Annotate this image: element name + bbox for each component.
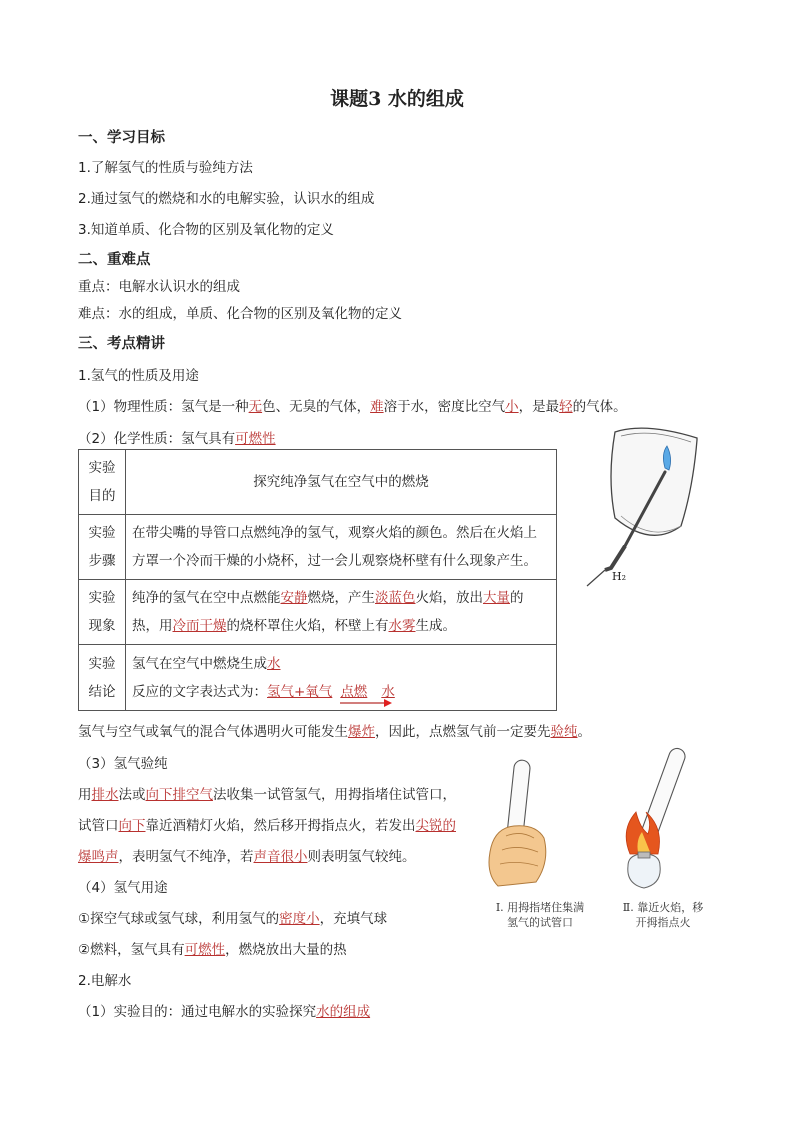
purity-test-figure: [480, 742, 710, 897]
explosion-warning: 氢气与空气或氧气的混合气体遇明火可能发生爆炸，因此，点燃氢气前一定要先验纯。: [78, 724, 591, 740]
use-item: ①探空气球或氢气球，利用氢气的密度小，充填气球: [78, 911, 388, 927]
figure-caption-2: Ⅱ. 靠近火焰，移 开拇指点火: [622, 901, 704, 929]
beaker-icon: [611, 428, 697, 535]
h2-label: H₂: [612, 570, 627, 583]
experiment-table: [78, 449, 557, 711]
objective-item: 3.知道单质、化合物的区别及氧化物的定义: [78, 222, 334, 238]
answer-blank: 可燃性: [184, 942, 226, 958]
answer-blank: 验纯: [550, 724, 578, 740]
answer-blank: 轻: [559, 399, 573, 415]
subheading-hydrogen: 1.氢气的性质及用途: [78, 368, 199, 384]
page-title: 课题3 水的组成: [330, 88, 464, 110]
answer-blank: 冷而干燥: [172, 618, 227, 634]
hydrogen-burning-figure: [585, 418, 705, 588]
condition-label: 点燃: [340, 683, 368, 700]
heading-key-points: 二、重难点: [78, 252, 151, 268]
key-point: 重点：电解水认识水的组成: [78, 279, 240, 295]
answer-blank: 可燃性: [235, 431, 276, 447]
table-label-conclusion: 实验结论: [79, 645, 126, 711]
subheading-purity-test: （3）氢气验纯: [78, 756, 168, 772]
answer-blank: 氢气+氧气: [267, 683, 333, 700]
hand-holding-tube-icon: [489, 759, 546, 886]
use-item: ②燃料，氢气具有可燃性，燃烧放出大量的热: [78, 942, 347, 958]
purity-test-line: 用排水法或向下排空气法收集一试管氢气，用拇指堵住试管口，: [78, 787, 456, 803]
alcohol-lamp-icon: [626, 746, 687, 888]
answer-blank: 水: [381, 683, 395, 700]
answer-blank: 小: [505, 399, 519, 415]
answer-blank: 尖锐的: [415, 818, 456, 834]
answer-blank: 爆鸣声: [78, 849, 119, 865]
reaction-arrow-icon: [340, 698, 392, 708]
answer-blank: 难: [370, 399, 384, 415]
answer-blank: 大量: [483, 590, 510, 606]
subheading-electrolysis: 2.电解水: [78, 973, 132, 989]
objective-item: 1.了解氢气的性质与验纯方法: [78, 160, 253, 176]
purity-test-line: 试管口向下靠近酒精灯火焰，然后移开拇指点火，若发出尖锐的: [78, 818, 456, 834]
electrolysis-purpose: （1）实验目的：通过电解水的实验探究水的组成: [78, 1004, 371, 1020]
physical-properties: （1）物理性质：氢气是一种无色、无臭的气体，难溶于水，密度比空气小，是最轻的气体。: [78, 399, 627, 415]
answer-blank: 向下排空气: [145, 787, 213, 803]
purity-test-line: 爆鸣声，表明氢气不纯净，若声音很小则表明氢气较纯。: [78, 849, 416, 865]
table-label-purpose: 实验目的: [79, 450, 126, 515]
table-label-steps: 实验步骤: [79, 515, 126, 580]
heading-exam-points: 三、考点精讲: [78, 336, 165, 352]
table-steps-text: 在带尖嘴的导管口点燃纯净的氢气，观察火焰的颜色。然后在火焰上方罩一个冷而干燥的小烧杯，过一会儿观察烧杯壁有什么现象产生。: [126, 515, 557, 580]
answer-blank: 淡蓝色: [375, 590, 416, 606]
subheading-uses: （4）氢气用途: [78, 880, 168, 896]
answer-blank: 密度小: [279, 911, 320, 927]
answer-blank: 排水: [91, 787, 119, 803]
answer-blank: 水雾: [388, 618, 416, 634]
answer-blank: 水: [267, 655, 281, 672]
objective-item: 2.通过氢气的燃烧和水的电解实验，认识水的组成: [78, 191, 375, 207]
answer-blank: 无: [248, 399, 263, 415]
heading-objectives: 一、学习目标: [78, 130, 165, 146]
answer-blank: 向下: [118, 818, 146, 834]
table-label-phenomena: 实验现象: [79, 580, 126, 645]
answer-blank: 爆炸: [348, 724, 375, 740]
answer-blank: 安静: [280, 590, 308, 606]
table-phenomena-text: 纯净的氢气在空中点燃能安静燃烧，产生淡蓝色火焰，放出大量的热，用冷而干燥的烧杯罩住火焰，杯壁上有水雾生成。: [126, 580, 557, 645]
chemical-properties: （2）化学性质：氢气具有可燃性: [78, 431, 276, 447]
difficult-point: 难点：水的组成，单质、化合物的区别及氧化物的定义: [78, 306, 402, 322]
answer-blank: 水的组成: [316, 1004, 371, 1020]
table-purpose-text: 探究纯净氢气在空气中的燃烧: [126, 450, 557, 515]
table-conclusion: 氢气在空气中燃烧生成水 反应的文字表达式为：氢气+氧气 点燃 水: [126, 645, 557, 711]
figure-caption-1: Ⅰ. 用拇指堵住集满 氢气的试管口: [495, 901, 585, 929]
answer-blank: 声音很小: [253, 849, 308, 865]
